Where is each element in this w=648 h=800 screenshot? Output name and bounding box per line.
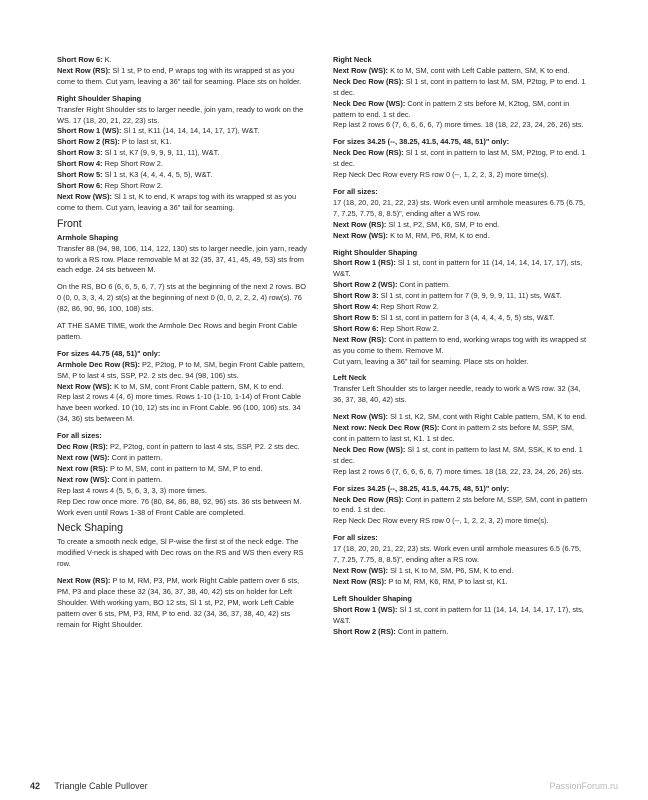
instruction-text: Sl 1 st, K7 (9, 9, 9, 9, 11, 11), W&T. (102, 148, 220, 158)
subheading: Right Shoulder Shaping (333, 247, 418, 257)
instruction-text: Sl 1 st, cont in pattern for 11 (14, 14, 14, 14, 17, 17), sts, W&T. (333, 604, 584, 625)
row-label: Short Row 3: (57, 148, 103, 158)
subheading: For sizes 44.75 (48, 51)" only: (57, 348, 161, 358)
instruction-text: Sl 1 st, cont in pattern for 7 (9, 9, 9, 9, 11, 11) sts, W&T. (378, 291, 562, 301)
instruction-text: Sl 1 st, K to M, SM, P6, SM, K to end. (388, 565, 514, 575)
instruction-line (333, 544, 589, 566)
subheading: Armhole Shaping (57, 232, 119, 242)
instruction-text: P to last st, K1. (119, 137, 172, 147)
instruction-line (57, 464, 309, 475)
instruction-line (333, 66, 589, 77)
instruction-line (57, 126, 309, 137)
instruction-text: Cont in pattern 2 sts before M, K2tog, SM, cont in pattern to end. 1 st dec. (333, 98, 570, 119)
instruction-line (333, 566, 589, 577)
instruction-line (333, 357, 589, 368)
instruction-line (333, 467, 589, 478)
row-label: Neck Dec Row (WS): (333, 444, 406, 454)
instruction-text: 17 (18, 20, 20, 21, 22, 23) sts. Work even until armhole measures 6.5 (6.75, 7, 7.25, 7.75, 8, 8.5)", ending after a RS row. (333, 544, 581, 565)
instruction-line (57, 382, 309, 393)
right-column (333, 55, 589, 637)
instruction-text: Transfer Left Shoulder sts to larger needle, ready to work a WS row. 32 (34, 36, 37, 38, 40, 42) sts. (333, 384, 581, 405)
row-label: Neck Dec Row (RS): (333, 494, 404, 504)
instruction-text: Work even until Rows 1-38 of Front Cable are completed. (57, 507, 246, 517)
instruction-text: Rep Short Row 2. (378, 302, 439, 312)
instruction-line (57, 576, 309, 631)
instruction-line (57, 442, 309, 453)
instruction-line (333, 258, 589, 280)
row-label: Dec Row (RS): (57, 442, 108, 452)
instruction-text: Sl 1 st, K to end, K wraps tog with its wrapped st as you come to them. Cut yarn, leaving a 36" tail for seaming. (57, 191, 297, 212)
subheading: For all sizes: (57, 431, 102, 441)
instruction-line (57, 181, 309, 192)
instruction-text: Rep last 2 rows 6 (7, 6, 6, 6, 6, 7) more times. 18 (18, 22, 23, 24, 26, 26) sts. (333, 466, 584, 476)
instruction-text: Sl 1 st, cont in pattern to last M, SM, P2tog, P to end. 1 st dec. (333, 148, 586, 169)
instruction-line (57, 137, 309, 148)
row-label: Neck Dec Row (RS): (333, 76, 404, 86)
instruction-text: Cont in pattern. (397, 280, 451, 290)
row-label: Next row (WS): (57, 474, 110, 484)
section-heading: Front (57, 217, 82, 230)
instruction-line (57, 148, 309, 159)
row-label: Short Row 1 (RS): (333, 258, 396, 268)
subheading: For sizes 34.25 (--, 38.25, 41.5, 44.75, 48, 51)" only: (333, 483, 510, 493)
instruction-text: Sl 1 st, P to end, P wraps tog with its wrapped st as you come to them. Cut yarn, leaving a 36" tail for seaming. Place sts on holder. (57, 65, 302, 86)
instruction-text: Sl 1 st, K3 (4, 4, 4, 4, 5, 5), W&T. (102, 170, 213, 180)
row-label: Next Row (WS): (333, 565, 389, 575)
row-label: Short Row 1 (WS): (333, 604, 398, 614)
row-label: Short Row 3: (333, 291, 379, 301)
instruction-line (333, 198, 589, 220)
row-label: Neck Dec Row (RS): (333, 148, 404, 158)
instruction-line (57, 453, 309, 464)
instruction-text: Rep last 2 rows 6 (7, 6, 6, 6, 6, 7) more times. 18 (18, 22, 23, 24, 26, 26) sts. (333, 120, 584, 130)
instruction-text: K to M, RM, P6, RM, K to end. (388, 230, 490, 240)
instruction-text: Sl 1 st, K11 (14, 14, 14, 14, 17, 17), W&T. (121, 126, 260, 136)
instruction-text: Cont in pattern 2 sts before M, SSP, SM, cont in pattern to last st, K1. 1 st dec. (333, 423, 574, 443)
instruction-text: P2, P2tog, P to M, SM, begin Front Cable pattern, SM, P to last 4 sts, SSP, P2. 2 sts dec. 94 (98, 106) sts. (57, 359, 305, 380)
instruction-line (57, 486, 309, 497)
instruction-text: Rep Neck Dec Row every RS row 0 (--, 1, 2, 2, 3, 2) more time(s). (333, 170, 549, 180)
row-label: Next Row (WS): (333, 65, 389, 75)
instruction-line (57, 392, 309, 425)
instruction-text: K. (102, 55, 112, 64)
instruction-line (333, 280, 589, 291)
instruction-text: To create a smooth neck edge, Sl P-wise the first st of the neck edge. The modified V-neck is shaped with Dec rows on the RS and WS then every RS row. (57, 537, 304, 569)
instruction-line (57, 192, 309, 214)
instruction-line (57, 159, 309, 170)
instruction-line (333, 495, 589, 517)
row-label: Next Row (RS): (57, 65, 111, 75)
instruction-line (333, 120, 589, 131)
instruction-line (333, 170, 589, 181)
row-label: Short Row 2 (WS): (333, 280, 398, 290)
instruction-text: 17 (18, 20, 20, 21, 22, 23) sts. Work even until armhole measures 6.75 (6.75, 7, 7.25, 7.75, 8, 8.5)", ending after a WS row. (333, 197, 586, 218)
instruction-text: Cont in pattern. (395, 626, 449, 636)
instruction-text: Rep Neck Dec Row every RS row 0 (--, 1, 2, 2, 3, 2) more time(s). (333, 516, 549, 526)
row-label: Short Row 5: (333, 312, 379, 322)
instruction-text: Transfer 88 (94, 98, 106, 114, 122, 130) sts to larger needle, join yarn, ready to work a RS row. Place removable M at 32 (35, 37, 41, 45, 49, 53) sts from each edge. 24 sts between M. (57, 243, 307, 275)
instruction-text: P to M, SM, cont in pattern to M, SM, P to end. (107, 463, 263, 473)
row-label: Short Row 6: (333, 323, 379, 333)
instruction-line (57, 537, 309, 570)
instruction-line (57, 55, 309, 66)
subheading: For all sizes: (333, 186, 378, 196)
instruction-line (333, 220, 589, 231)
instruction-line (333, 605, 589, 627)
instruction-line (57, 105, 309, 127)
instruction-text: Sl 1 st, cont in pattern to last M, SM, SSK, K to end. 1 st dec. (333, 444, 583, 465)
instruction-text: K to M, SM, cont with Left Cable pattern, SM, K to end. (388, 65, 570, 75)
instruction-line (57, 508, 309, 519)
instruction-line (333, 516, 589, 527)
instruction-text: Rep last 4 rows 4 (5, 5, 6, 3, 3, 3) more times. (57, 485, 207, 495)
pattern-title: Triangle Cable Pullover (54, 781, 148, 791)
row-label: Next Row (WS): (333, 412, 389, 422)
row-label: Next Row (RS): (333, 219, 387, 229)
instruction-text: Rep Short Row 2. (378, 323, 439, 333)
instruction-text: Cont in pattern. (109, 453, 163, 462)
instruction-line (333, 231, 589, 242)
instruction-line (57, 244, 309, 277)
row-label: Short Row 1 (WS): (57, 126, 122, 136)
instruction-line (333, 577, 589, 588)
instruction-text: AT THE SAME TIME, work the Armhole Dec Rows and begin Front Cable pattern. (57, 321, 298, 341)
row-label: Short Row 4: (57, 159, 103, 169)
row-label: Short Row 5: (57, 170, 103, 180)
instruction-text: Sl 1 st, K2, SM, cont with Right Cable pattern, SM, K to end. (388, 412, 587, 422)
instruction-text: Cont in pattern to end, working wraps tog with its wrapped st as you come to them. Remove M. (333, 334, 587, 355)
instruction-line (333, 148, 589, 170)
subheading: Right Shoulder Shaping (57, 93, 142, 103)
row-label: Neck Dec Row (WS): (333, 98, 406, 108)
row-label: Next row (WS): (57, 453, 110, 462)
row-label: Next Row (WS): (57, 381, 113, 391)
instruction-line (333, 313, 589, 324)
row-label: Short Row 6: (57, 180, 103, 190)
row-label: Next Row (WS): (57, 191, 113, 201)
instruction-text: Cut yarn, leaving a 36" tail for seaming. Place sts on holder. (333, 356, 529, 366)
instruction-text: Cont in pattern. (109, 474, 163, 484)
instruction-line (333, 302, 589, 313)
row-label: Next Row (RS): (333, 576, 387, 586)
instruction-line (333, 423, 589, 445)
subheading: Left Neck (333, 373, 367, 383)
instruction-text: P to M, RM, P3, PM, work Right Cable pattern over 6 sts, PM, P3 and place these 32 (34, 36, 37, 38, 40, 42) sts on holder for Left Shoulder. With working yarn, BO 12 sts, Sl 1 st, P2, PM, work Left Cable pattern over 6 sts, PM, P3, RM, P to end. 32 (34, 36, 37, 38, 40, 42) sts remain for Right Shoulder. (57, 576, 300, 629)
instruction-text: Sl 1 st, cont in pattern for 3 (4, 4, 4, 4, 5, 5) sts, W&T. (378, 312, 555, 322)
page-number: 42 (30, 781, 41, 791)
instruction-text: Cont in pattern 2 sts before M, SSP, SM, cont in pattern to end. 1 st dec. (333, 494, 588, 515)
subheading: Left Shoulder Shaping (333, 593, 412, 603)
subheading: For sizes 34.25 (--, 38.25, 41.5, 44.75, 48, 51)" only: (333, 137, 510, 147)
row-label: Short Row 2 (RS): (333, 626, 396, 636)
instruction-text: Transfer Right Shoulder sts to larger needle, join yarn, ready to work on the WS. 17 (18, 20, 21, 22, 23) sts. (57, 104, 304, 125)
instruction-text: On the RS, BO 6 (6, 6, 5, 6, 7, 7) sts at the beginning of the next 2 rows. BO 0 (0, 0, 3, 3, 4, 2) st(s) at the beginning of next 0 (0, 0, 2, 2, 2, 4) row(s). 76 (82, 86, 90, 96, 100, 108) sts. (57, 282, 306, 314)
instruction-line (57, 321, 309, 343)
left-column (57, 55, 309, 631)
instruction-line (333, 335, 589, 357)
instruction-line (333, 291, 589, 302)
instruction-text: P to M, RM, K6, RM, P to last st, K1. (386, 576, 508, 586)
instruction-text: Sl 1 st, cont in pattern for 11 (14, 14, 14, 14, 17, 17), sts, W&T. (333, 258, 583, 279)
row-label: Next row: Neck Dec Row (RS): (333, 423, 440, 433)
subheading: Right Neck (333, 55, 372, 64)
instruction-text: P2, P2tog, cont in pattern to last 4 sts, SSP, P2. 2 sts dec. (107, 442, 300, 452)
instruction-line (333, 445, 589, 467)
subheading: For all sizes: (333, 533, 378, 543)
instruction-line (57, 282, 309, 315)
instruction-text: Sl 1 st, cont in pattern to last M, SM, P2tog, P to end. 1 st dec. (333, 76, 586, 97)
instruction-line (57, 66, 309, 88)
row-label: Short Row 2 (RS): (57, 137, 120, 147)
instruction-line (333, 412, 589, 423)
instruction-line (333, 324, 589, 335)
instruction-text: Rep Dec row once more. 76 (80, 84, 86, 88, 92, 96) sts. 36 sts between M. (57, 496, 302, 506)
instruction-line (333, 384, 589, 406)
instruction-text: K to M, SM, cont Front Cable pattern, SM, K to end. (112, 381, 284, 391)
row-label: Next Row (RS): (333, 334, 387, 344)
instruction-line (57, 497, 309, 508)
instruction-line (57, 360, 309, 382)
instruction-line (57, 170, 309, 181)
instruction-line (333, 627, 589, 638)
instruction-line (57, 475, 309, 486)
instruction-line (333, 77, 589, 99)
row-label: Armhole Dec Row (RS): (57, 359, 140, 369)
row-label: Next Row (WS): (333, 230, 389, 240)
instruction-text: Rep last 2 rows 4 (4, 6) more times. Rows 1-10 (1-10, 1-14) of Front Cable have been worked. 10 (10, 12) sts inc in Front Cable. 96 (100, 106) sts. 34 (34, 36) sts between M. (57, 392, 301, 424)
watermark: PassionForum.ru (549, 781, 618, 791)
row-label: Next Row (RS): (57, 576, 111, 586)
row-label: Short Row 6: (57, 55, 103, 64)
instruction-line (333, 99, 589, 121)
instruction-text: Sl 1 st, P2, SM, K6, SM, P to end. (386, 219, 500, 229)
page-footer (30, 781, 148, 792)
row-label: Next row (RS): (57, 463, 108, 473)
instruction-text: Rep Short Row 2. (102, 159, 163, 169)
section-heading: Neck Shaping (57, 522, 123, 535)
row-label: Short Row 4: (333, 302, 379, 312)
instruction-text: Rep Short Row 2. (102, 180, 163, 190)
